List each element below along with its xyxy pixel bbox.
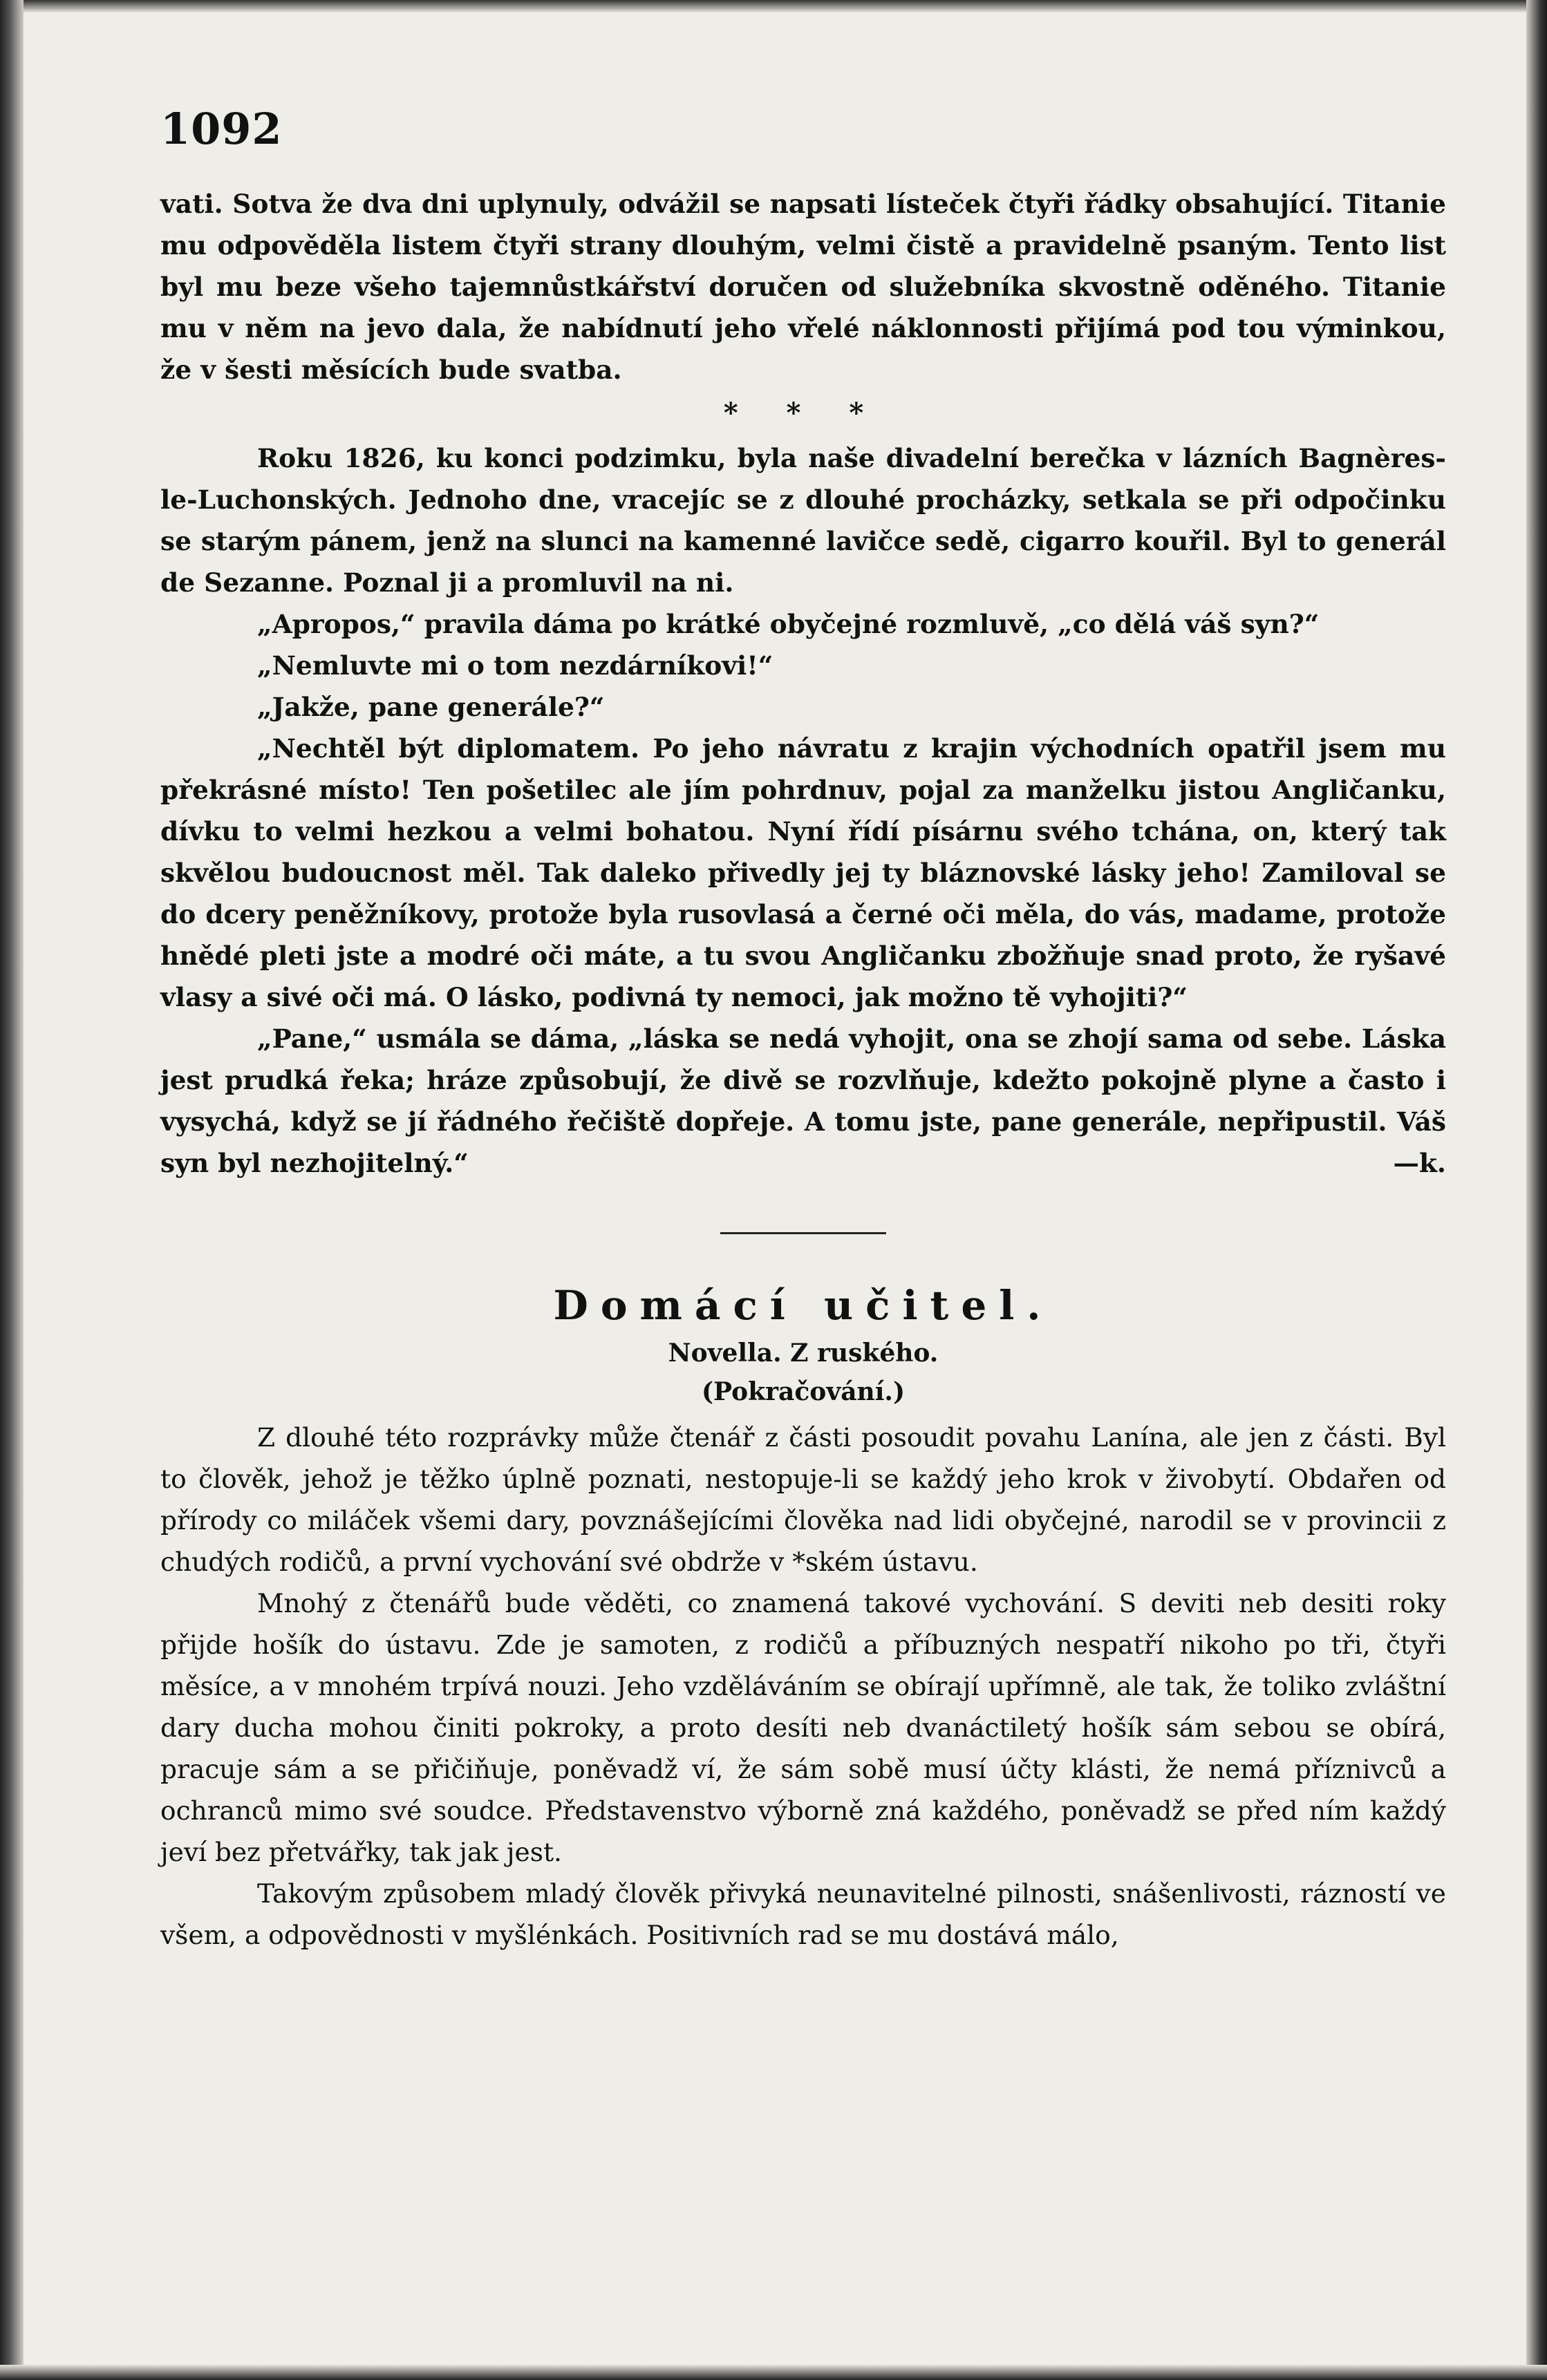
dialogue-line: „Jakže, pane generále?“ xyxy=(257,692,605,722)
continued-note: (Pokračování.) xyxy=(702,1377,905,1406)
chapter-subtitle: Novella. Z ruského. xyxy=(668,1339,939,1368)
paragraph-education: Mnohý z čtenářů bude věděti, co znamená takové vychování. S deviti neb desiti roky přijde hošík do ústavu. Zde je samoten, z rodičů a příbuzných nespatří nikoho po tři, čtyři měsíce, a v mnohém trpívá nouzi. Jeho vzděláváním se obírají upřímně, ale tak, že toliko zvláštní dary ducha mohou činiti pokroky, a proto desíti neb dvanáctiletý hošík sám sebou se obírá, pracuje sám a se přičiňuje, poněvadž ví, že sám sobě musí účty klásti, že nemá příznivců a ochranců mimo své soudce. Představenstvo výborně zná každého, poněvadž se před ním každý jeví bez přetvářky, tak jak jest. xyxy=(160,1588,1446,1867)
chapter-title: Domácí učitel. xyxy=(553,1282,1053,1329)
section-divider-rule xyxy=(720,1232,886,1234)
scan-edge-bottom xyxy=(0,2365,1547,2380)
page-number: 1092 xyxy=(160,104,283,154)
document-page xyxy=(160,104,1446,1956)
paragraph-titanie-letter: vati. Sotva že dva dni uplynuly, odvážil se napsati lísteček čtyři řádky obsahující. Titanie mu odpověděla listem čtyři strany dlouhým, velmi čistě a pravidelně psaným. Tento list byl mu beze všeho tajemnůstkářství doručen od služebníka skvostně oděného. Titanie mu v něm na jevo dala, že nabídnutí jeho vřelé náklonnosti přijímá pod tou výminkou, že v šesti měsících bude svatba. xyxy=(160,189,1446,385)
dialogue-line: „Nechtěl být diplomatem. Po jeho návratu z krajin východních opatřil jsem mu překrásné místo! Ten pošetilec ale jím pohrdnuv, pojal za manželku jistou Angličanku, dívku to velmi hezkou a velmi bohatou. Nyní řídí písárnu svého tchána, on, který tak skvělou budoucnost měl. Tak daleko přivedly jej ty bláznovské lásky jeho! Zamiloval se do dcery peněžníkovy, protože byla rusovlasá a černé oči měla, do vás, madame, protože hnědé pleti jste a modré oči máte, a tu svou Angličanku zbožňuje snad proto, že ryšavé vlasy a sivé oči má. O lásko, podivná ty nemoci, jak možno tě vyhojiti?“ xyxy=(160,733,1446,1012)
story-ending-section xyxy=(160,183,1446,1184)
scan-edge-right xyxy=(1526,0,1547,2380)
dialogue-line: „Nemluvte mi o tom nezdárníkovi!“ xyxy=(257,650,774,681)
dialogue-line: „Apropos,“ pravila dáma po krátké obyčejné rozmluvě, „co dělá váš syn?“ xyxy=(257,609,1320,639)
dialogue-text: „Pane,“ usmála se dáma, „láska se nedá vyhojit, ona se zhojí sama od sebe. Láska jest prudká řeka; hráze způsobují, že divě se rozvlňuje, kdežto pokojně plyne a často i vysychá, když se jí řádného řečiště dopřeje. A tomu jste, pane generále, nepřipustil. Váš syn byl nezhojitelný.“ xyxy=(160,1023,1446,1178)
dialogue-line-with-signature xyxy=(160,1018,1446,1184)
scan-edge-left xyxy=(0,0,24,2380)
domaci-ucitel-section xyxy=(160,1281,1446,1956)
section-separator-stars: * * * xyxy=(723,397,883,429)
author-signature: —k. xyxy=(1393,1148,1446,1178)
paragraph-lanin-character: Z dlouhé této rozprávky může čtenář z části posoudit povahu Lanína, ale jen z části. Byl to člověk, jehož je těžko úplně poznati, nestopuje-li se každý jeho krok v živobytí. Obdařen od přírody co miláček všemi dary, povznášejícími člověka nad lidi obyčejné, narodil se v provincii z chudých rodičů, a první vychování své obdrže v *ském ústavu. xyxy=(160,1422,1446,1577)
paragraph-roku-1826: Roku 1826, ku konci podzimku, byla naše divadelní berečka v lázních Bagnères-le-Luchonských. Jednoho dne, vracejíc se z dlouhé procházky, setkala se při odpočinku se starým pánem, jenž na slunci na kamenné lavičce sedě, cigarro kouřil. Byl to generál de Sezanne. Poznal ji a promluvil na ni. xyxy=(160,443,1446,598)
scan-edge-top xyxy=(0,0,1547,12)
paragraph-habits: Takovým způsobem mladý člověk přivyká neunavitelné pilnosti, snášenlivosti, rázností ve všem, a odpovědnosti v myšlénkách. Positivních rad se mu dostává málo, xyxy=(160,1878,1446,1950)
